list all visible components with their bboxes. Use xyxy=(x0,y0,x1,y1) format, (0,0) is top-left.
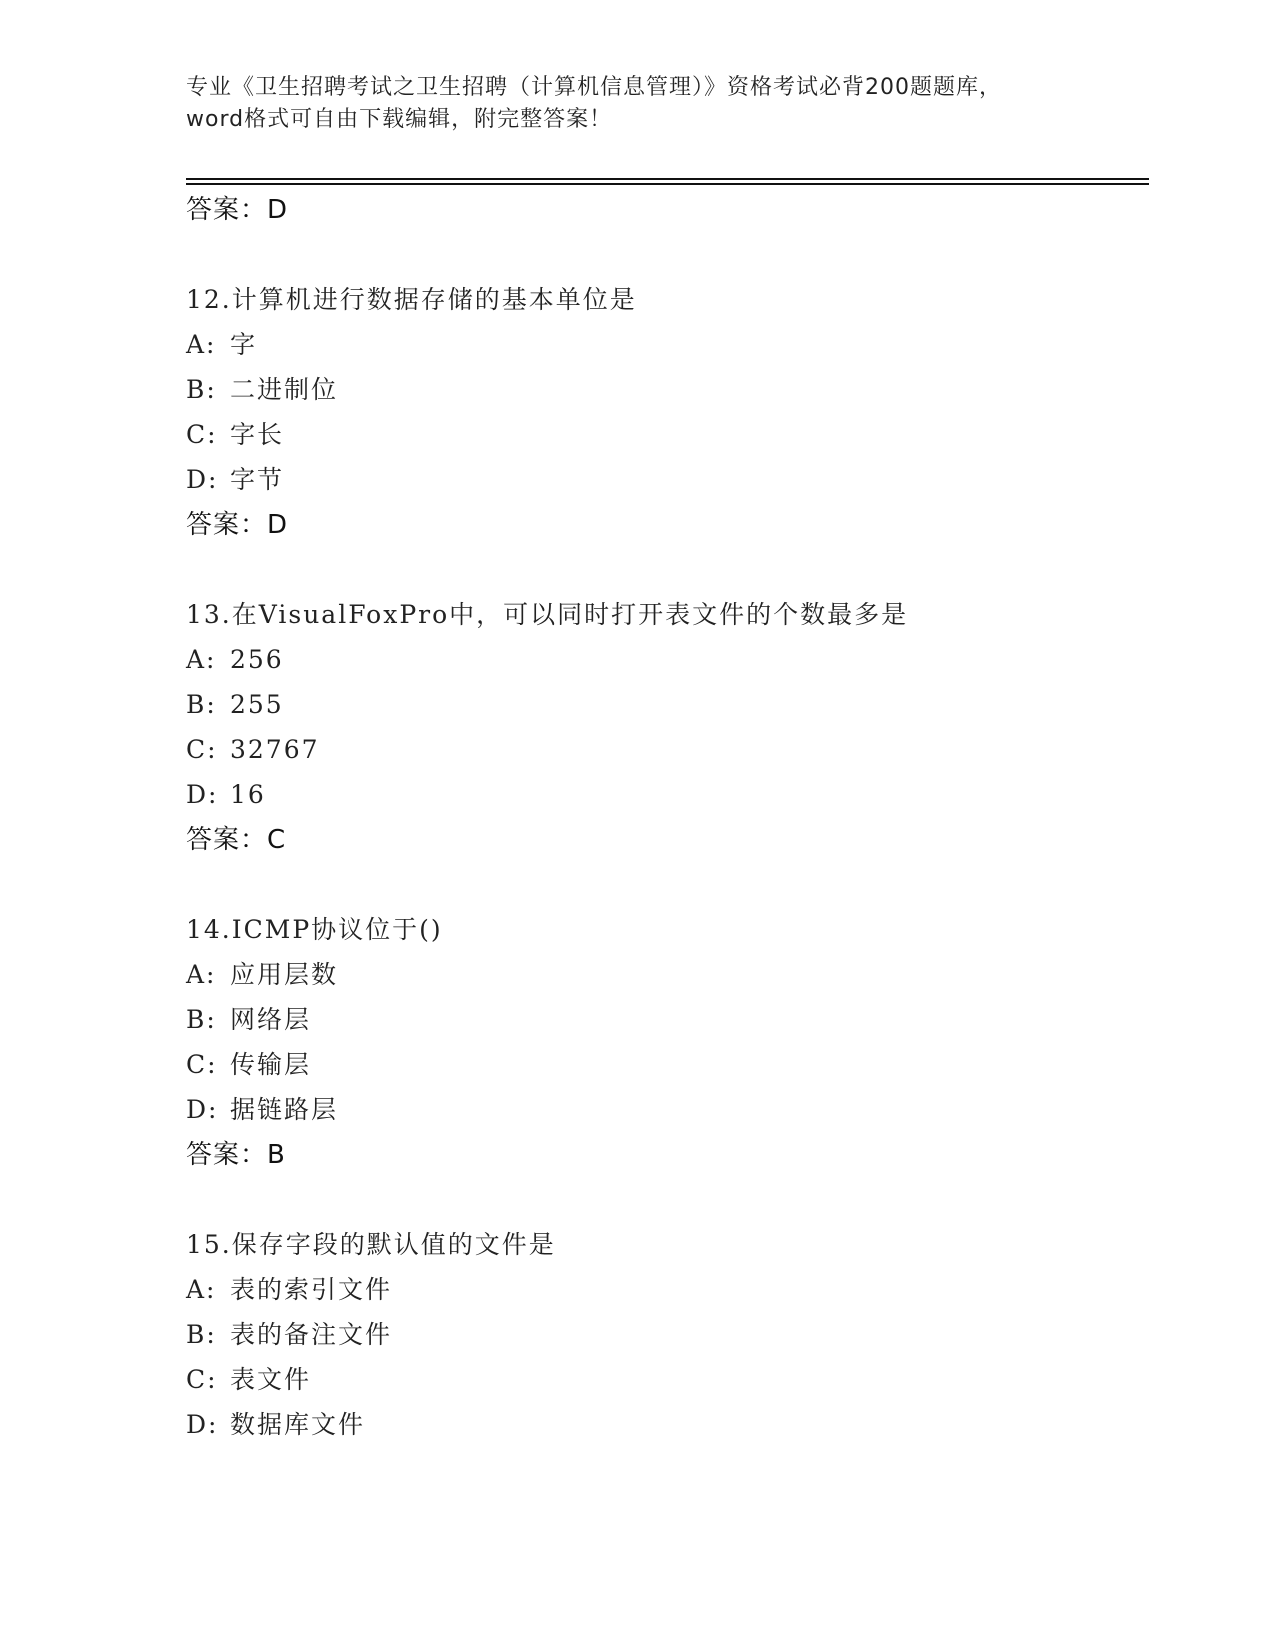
header-line-2: word格式可自由下载编辑，附完整答案！ xyxy=(186,107,613,132)
option-letter: C: xyxy=(186,735,218,764)
header-divider-top xyxy=(186,178,1149,180)
option-letter: C: xyxy=(186,1365,218,1394)
question-13-stem: 13.在VisualFoxPro中，可以同时打开表文件的个数最多是 xyxy=(186,600,909,629)
option-letter: A: xyxy=(186,645,217,674)
option-text: 表的备注文件 xyxy=(230,1320,393,1349)
header-divider-bottom xyxy=(186,183,1149,185)
question-14-option-d xyxy=(186,1093,338,1127)
answer-12: 答案：D xyxy=(186,510,289,540)
question-13-option-a xyxy=(186,643,284,677)
question-15-option-a xyxy=(186,1273,392,1307)
option-text: 字长 xyxy=(230,420,285,449)
option-text: 传输层 xyxy=(230,1050,312,1079)
option-text: 32767 xyxy=(230,735,320,764)
option-letter: B: xyxy=(186,1320,217,1349)
option-text: 表文件 xyxy=(230,1365,312,1394)
question-15-option-d xyxy=(186,1408,365,1442)
option-text: 表的索引文件 xyxy=(230,1275,393,1304)
question-15-option-b xyxy=(186,1318,392,1352)
question-14-option-c xyxy=(186,1048,311,1082)
option-letter: A: xyxy=(186,960,217,989)
option-letter: D: xyxy=(186,780,219,809)
question-12-option-b xyxy=(186,373,338,407)
option-text: 二进制位 xyxy=(230,375,339,404)
question-14-stem: 14.ICMP协议位于() xyxy=(186,915,443,944)
option-letter: B: xyxy=(186,690,217,719)
question-13-option-c xyxy=(186,733,320,767)
option-letter: D: xyxy=(186,1410,219,1439)
answer-13: 答案：C xyxy=(186,825,287,855)
question-15-stem: 15.保存字段的默认值的文件是 xyxy=(186,1230,556,1259)
option-letter: A: xyxy=(186,1275,217,1304)
question-12-stem: 12.计算机进行数据存储的基本单位是 xyxy=(186,285,637,314)
question-14-option-b xyxy=(186,1003,311,1037)
option-text: 字节 xyxy=(230,465,285,494)
question-13-option-d xyxy=(186,778,266,812)
option-text: 据链路层 xyxy=(230,1095,339,1124)
option-letter: A: xyxy=(186,330,217,359)
option-letter: C: xyxy=(186,420,218,449)
question-13-option-b xyxy=(186,688,284,722)
option-letter: C: xyxy=(186,1050,218,1079)
question-12-option-d xyxy=(186,463,284,497)
document-header xyxy=(186,72,1086,136)
option-text: 网络层 xyxy=(230,1005,312,1034)
option-text: 字 xyxy=(230,330,258,359)
question-12-option-c xyxy=(186,418,284,452)
question-14-option-a xyxy=(186,958,338,992)
option-letter: D: xyxy=(186,1095,219,1124)
option-text: 应用层数 xyxy=(230,960,339,989)
answer-14: 答案：B xyxy=(186,1140,286,1170)
option-text: 256 xyxy=(230,645,284,674)
header-line-1: 专业《卫生招聘考试之卫生招聘（计算机信息管理）》资格考试必背200题题库， xyxy=(186,75,1002,100)
option-letter: B: xyxy=(186,375,217,404)
answer-11: 答案：D xyxy=(186,195,289,225)
option-text: 数据库文件 xyxy=(230,1410,366,1439)
option-text: 16 xyxy=(230,780,266,809)
option-letter: D: xyxy=(186,465,219,494)
question-15-option-c xyxy=(186,1363,311,1397)
option-text: 255 xyxy=(230,690,284,719)
question-12-option-a xyxy=(186,328,257,362)
option-letter: B: xyxy=(186,1005,217,1034)
